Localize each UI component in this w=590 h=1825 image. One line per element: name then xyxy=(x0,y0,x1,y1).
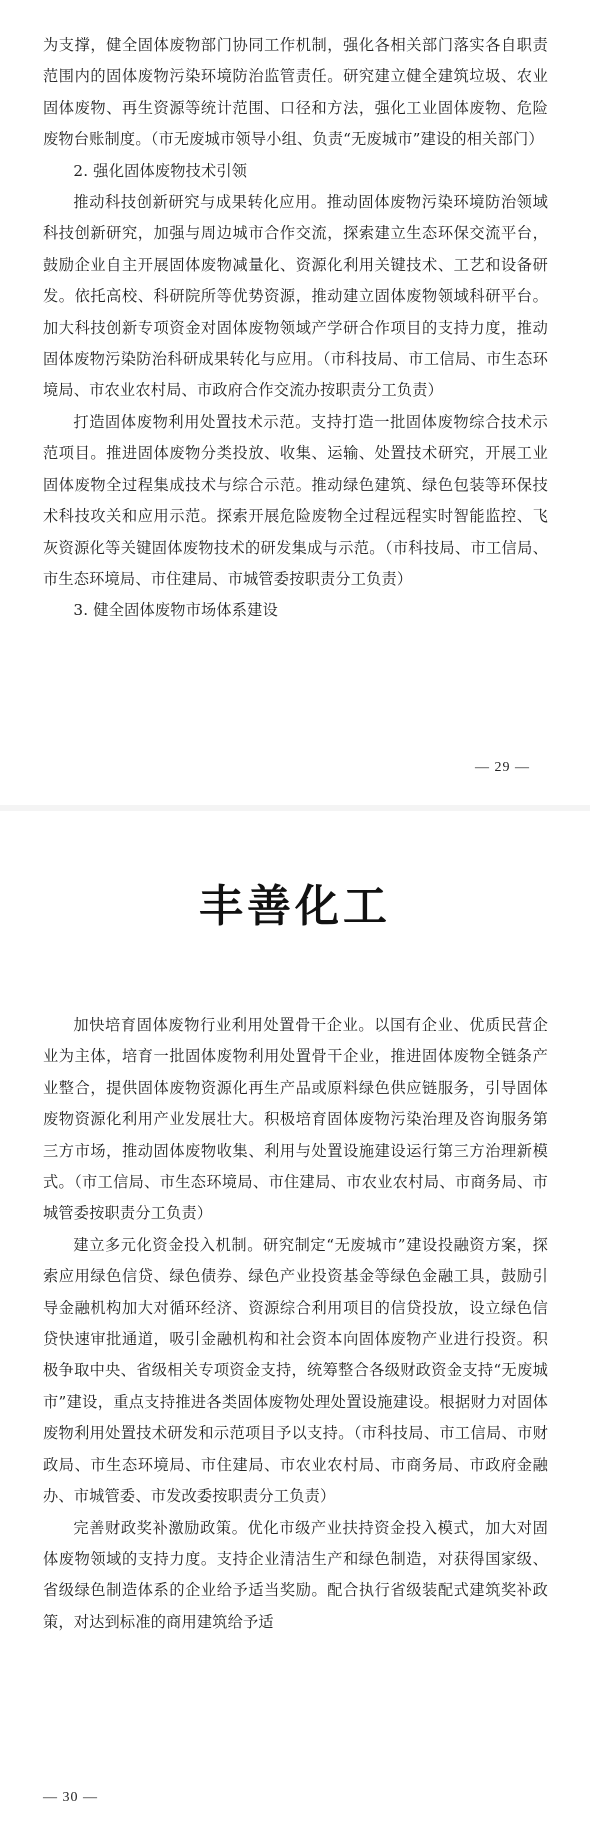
page-29-body xyxy=(43,30,548,627)
section-heading: 2. 强化固体废物技术引领 xyxy=(73,161,248,180)
paragraph: 完善财政奖补激励政策。优化市级产业扶持资金投入模式，加大对固体废物领域的支持力度。支持企业清洁生产和绿色制造，对获得国家级、省级绿色制造体系的企业给予适当奖励。配合执行省级装配式建筑奖补政策，对达到标准的商用建筑给予适 xyxy=(43,1518,548,1631)
document-page-29 xyxy=(0,0,590,810)
paragraph: 打造固体废物利用处置技术示范。支持打造一批固体废物综合技术示范项目。推进固体废物分类投放、收集、运输、处置技术研究，开展工业固体废物全过程集成技术与综合示范。推动绿色建筑、绿色包装等环保技术科技攻关和应用示范。探索开展危险废物全过程远程实时智能监控、飞灰资源化等关键固体废物技术的研发集成与示范。（市科技局、市工信局、市生态环境局、市住建局、市城管委按职责分工负责） xyxy=(43,412,548,588)
document-page-30 xyxy=(0,810,590,1825)
page-number: — 30 — xyxy=(43,1790,98,1805)
paragraph: 建立多元化资金投入机制。研究制定“无废城市”建设投融资方案，探索应用绿色信贷、绿色债券、绿色产业投资基金等绿色金融工具，鼓励引导金融机构加大对循环经济、资源综合利用项目的信贷投放，设立绿色信贷快速审批通道，吸引金融机构和社会资本向固体废物产业进行投资。积极争取中央、省级相关专项资金支持，统筹整合各级财政资金支持“无废城市”建设，重点支持推进各类固体废物处理处置设施建设。根据财力对固体废物利用处置技术研发和示范项目予以支持。（市科技局、市工信局、市财政局、市生态环境局、市住建局、市农业农村局、市商务局、市政府金融办、市城管委、市发改委按职责分工负责） xyxy=(43,1235,548,1506)
paragraph: 为支撑，健全固体废物部门协同工作机制，强化各相关部门落实各自职责范围内的固体废物污染环境防治监管责任。研究建立健全建筑垃圾、农业固体废物、再生资源等统计范围、口径和方法，强化工业固体废物、危险废物台账制度。（市无废城市领导小组、负责“无废城市”建设的相关部门） xyxy=(43,36,548,149)
section-heading: 3. 健全固体废物市场体系建设 xyxy=(73,601,278,620)
page-30-body xyxy=(43,1010,548,1638)
paragraph: 加快培育固体废物行业利用处置骨干企业。以国有企业、优质民营企业为主体，培育一批固体废物利用处置骨干企业，推进固体废物全链条产业整合，提供固体废物资源化再生产品或原料绿色供应链服务，引导固体废物资源化利用产业发展壮大。积极培育固体废物污染治理及咨询服务第三方市场，推动固体废物收集、利用与处置设施建设运行第三方治理新模式。（市工信局、市生态环境局、市住建局、市农业农村局、市商务局、市城管委按职责分工负责） xyxy=(43,1016,548,1223)
page-number: — 29 — xyxy=(475,760,530,775)
watermark-text: 丰善化工 xyxy=(199,881,391,932)
paragraph: 推动科技创新研究与成果转化应用。推动固体废物污染环境防治领域科技创新研究，加强与周边城市合作交流，探索建立生态环保交流平台，鼓励企业自主开展固体废物减量化、资源化利用关键技术、工艺和设备研发。依托高校、科研院所等优势资源，推动建立固体废物领域科研平台。加大科技创新专项资金对固体废物领域产学研合作项目的支持力度，推动固体废物污染防治科研成果转化与应用。（市科技局、市工信局、市生态环境局、市农业农村局、市政府合作交流办按职责分工负责） xyxy=(43,193,548,400)
